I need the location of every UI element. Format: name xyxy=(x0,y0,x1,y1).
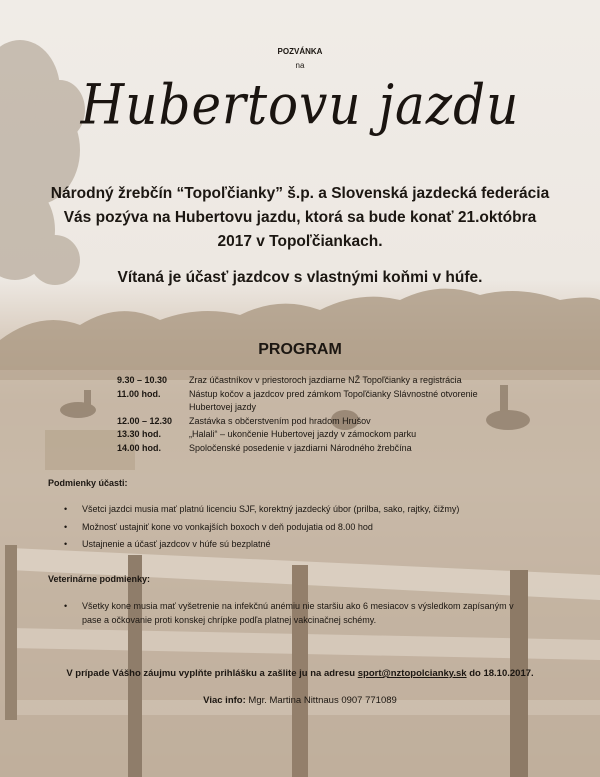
program-time: 12.00 – 12.30 xyxy=(117,415,173,426)
condition-item: • Ustajnenie a účasť jazdcov v húfe sú bezplatné xyxy=(62,538,562,552)
veterinary-list xyxy=(62,600,532,631)
conditions-heading: Podmienky účasti: xyxy=(48,478,128,488)
program-list xyxy=(117,374,517,455)
welcome-text: Vítaná je účasť jazdcov s vlastnými koňmi v húfe. xyxy=(117,269,483,286)
application-notice xyxy=(0,668,600,679)
invitation-label: POZVÁNKA xyxy=(277,47,323,56)
condition-item: • Všetci jazdci musia mať platnú licenciu SJF, korektný jazdecký úbor (prilba, sako, rajtky, čižmy) xyxy=(62,503,562,517)
intro-line-1: Národný žrebčín “Topoľčianky” š.p. a Slovenská jazdecká federácia xyxy=(50,185,550,202)
program-time: 11.00 hod. xyxy=(117,388,161,399)
program-time: 14.00 hod. xyxy=(117,442,162,453)
preposition: na xyxy=(295,61,305,70)
program-desc: „Halali“ – ukončenie Hubertovej jazdy v zámockom parku xyxy=(189,429,417,439)
program-time: 13.30 hod. xyxy=(117,429,162,439)
program-item xyxy=(117,388,517,415)
veterinary-item: • Všetky kone musia mať vyšetrenie na infekčnú anémiu nie staršiu ako 6 mesiacov s výsledkom zapísaným v pase a očkovanie proti konskej chrípke podľa platnej vakcinačnej schémy. xyxy=(62,600,532,627)
program-desc: Zraz účastníkov v priestoroch jazdiarne NŽ Topoľčianky a registrácia xyxy=(189,375,462,385)
cta-text-before: V prípade Vášho záujmu vyplňte prihlášku a zašlite ju na adresu xyxy=(66,668,358,679)
info-label: Viac info: xyxy=(203,695,246,706)
contact-info xyxy=(0,695,600,706)
veterinary-heading: Veterinárne podmienky: xyxy=(48,574,151,584)
email-link[interactable]: sport@nztopolcianky.sk xyxy=(357,668,467,679)
program-item xyxy=(117,415,517,429)
conditions-list xyxy=(62,503,562,556)
page-title: Hubertovu jazdu xyxy=(80,73,520,137)
cta-text-after: do 18.10.2017. xyxy=(466,668,534,679)
program-desc: Zastávka s občerstvením pod hradom Hrušov xyxy=(189,415,371,426)
condition-item: • Možnosť ustajniť kone vo vonkajších boxoch v deň podujatia od 8.00 hod xyxy=(62,521,562,535)
info-value: Mgr. Martina Nittnaus 0907 771089 xyxy=(245,695,397,706)
program-item xyxy=(117,374,517,388)
program-desc: Nástup kočov a jazdcov pred zámkom Topoľčianky Slávnostné otvorenie Hubertovej jazdy xyxy=(189,388,478,412)
intro-text xyxy=(0,182,600,254)
program-heading: PROGRAM xyxy=(258,341,342,358)
program-time: 9.30 – 10.30 xyxy=(117,375,168,385)
intro-line-3: 2017 v Topoľčiankach. xyxy=(217,233,383,250)
program-desc: Spoločenské posedenie v jazdiarni Národného žrebčína xyxy=(189,442,412,453)
intro-line-2: Vás pozýva na Hubertovu jazdu, ktorá sa bude konať 21.októbra xyxy=(63,209,537,226)
program-item xyxy=(117,428,517,442)
program-item xyxy=(117,442,517,456)
